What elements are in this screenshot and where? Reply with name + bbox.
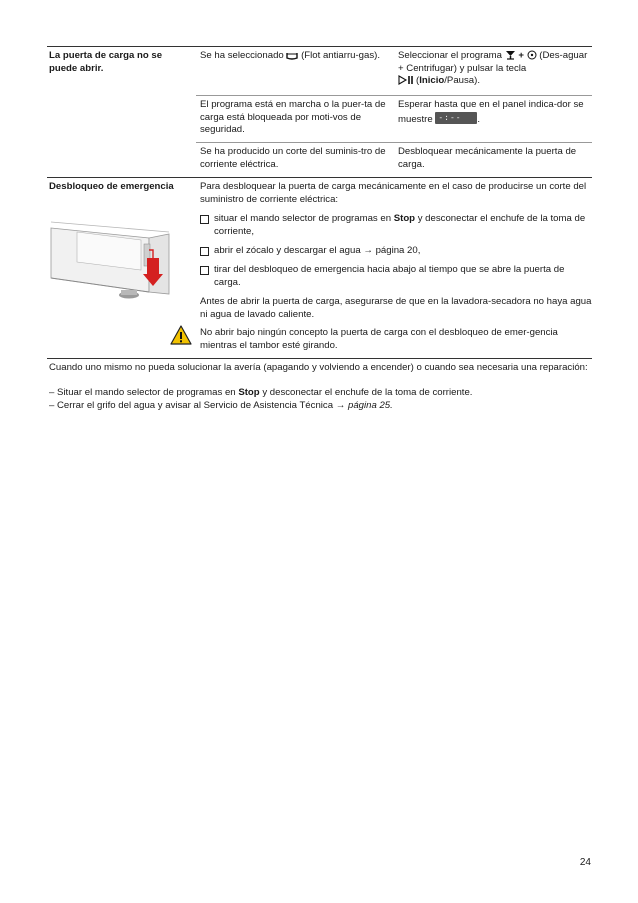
problem-door-cannot-open: La puerta de carga no se puede abrir. (49, 50, 163, 74)
safety-note: Antes de abrir la puerta de carga, asegurarse de que en la lavadora-secadora no haya agua ni agua de lavado caliente. (200, 296, 592, 320)
table-top-rule (47, 46, 592, 47)
cause-program-running: El programa está en marcha o la puer-ta de carga está bloqueada por moti-vos de seguridad. (200, 99, 386, 136)
checkbox-bullet-icon (200, 247, 209, 256)
page-link[interactable]: página 25. (347, 400, 393, 411)
flot-antiarrugas-icon (286, 51, 298, 60)
table-row-rule (47, 177, 592, 178)
display-indicator: -:-- (435, 112, 477, 124)
checkbox-bullet-icon (200, 215, 209, 224)
warning-icon (170, 325, 192, 345)
row-divider (196, 95, 592, 96)
cause-power-cut: Se ha producido un corte del suminis-tro de corriente eléctrica. (200, 146, 386, 170)
cause-flot-antiarrugas: Se ha seleccionado (Flot antiarru-gas). (200, 50, 380, 61)
fix-drain-spin-start: Seleccionar el programa + (Des-aguar + Centrifugar) y pulsar la tecla (Inicio/Pausa). (398, 50, 588, 87)
warning-text: No abrir bajo ningún concepto la puerta de carga con el desbloqueo de emer-gencia mientras el tambor esté girando. (200, 327, 558, 351)
emergency-intro: Para desbloquear la puerta de carga mecánicamente en el caso de producirse un corte del suministro de corriente eléctrica: (200, 181, 587, 205)
emergency-unlock-title: Desbloqueo de emergencia (49, 181, 174, 192)
repair-paragraph: Cuando uno mismo no pueda solucionar la avería (apagando y volviendo a encender) o cuando sea necesaria una reparación: (49, 362, 588, 373)
start-pause-icon (398, 75, 416, 85)
repair-step-stop: – Situar el mando selector de programas en Stop y desconectar el enchufe de la toma de corriente. (49, 387, 473, 398)
spin-icon (527, 50, 537, 60)
checkbox-bullet-icon (200, 266, 209, 275)
table-bottom-rule (47, 358, 592, 359)
fix-mechanical-unlock: Desbloquear mecánicamente la puerta de carga. (398, 146, 577, 170)
drain-icon (505, 50, 516, 60)
page-number: 24 (579, 857, 591, 868)
manual-page: La puerta de carga no se puede abrir. Se ha seleccionado (Flot antiarru-gas). Seleccionar el programa + (Des-aguar + Centrifugar) y pulsar la tecla (Inicio/Pausa). El programa está en marcha o la puer-ta de carga está bloqueada por moti-vos de seguridad. Esperar hasta que en el panel indica-dor se muestre -:-- . Se ha producido un corte del suminis-tro de corriente eléctrica. Desbloquear mecánicamente la puerta de carga. Desbloqueo de emergencia Para desbloquear la puerta de carga mecánicamente en el caso de producirse un corte del suministro de corriente eléctrica: situar el mando selector de programas en Stop y desconectar el enchufe de la toma de corriente, abrir el zócalo y descargar el agua → página 20, tirar del desbloqueo de emergencia hacia abajo al tiempo que se abre la puerta de carga. Antes de abrir la puerta de carga, asegurarse de que en la lavadora-secadora no haya agua ni agua de lavado caliente. No abrir bajo ningún concepto la puerta de carga con el desbloqueo de emer-gencia mientras el tambor esté girando. Cuando uno mismo no pueda solucionar la avería (apagando y volviendo a encender) o cuando sea necesaria una reparación: – Situar el mando selector de programas en Stop y desconectar el enchufe de la toma de corriente. – Cerrar el grifo del agua y avisar al Servicio de Asistencia Técnica → página 25. 24 (0, 0, 638, 903)
row-divider (196, 142, 592, 143)
repair-step-service: – Cerrar el grifo del agua y avisar al Servicio de Asistencia Técnica → página 25. (49, 400, 393, 411)
fix-wait-display: Esperar hasta que en el panel indica-dor se muestre -:-- . (398, 99, 584, 125)
emergency-release-illustration (49, 218, 182, 302)
